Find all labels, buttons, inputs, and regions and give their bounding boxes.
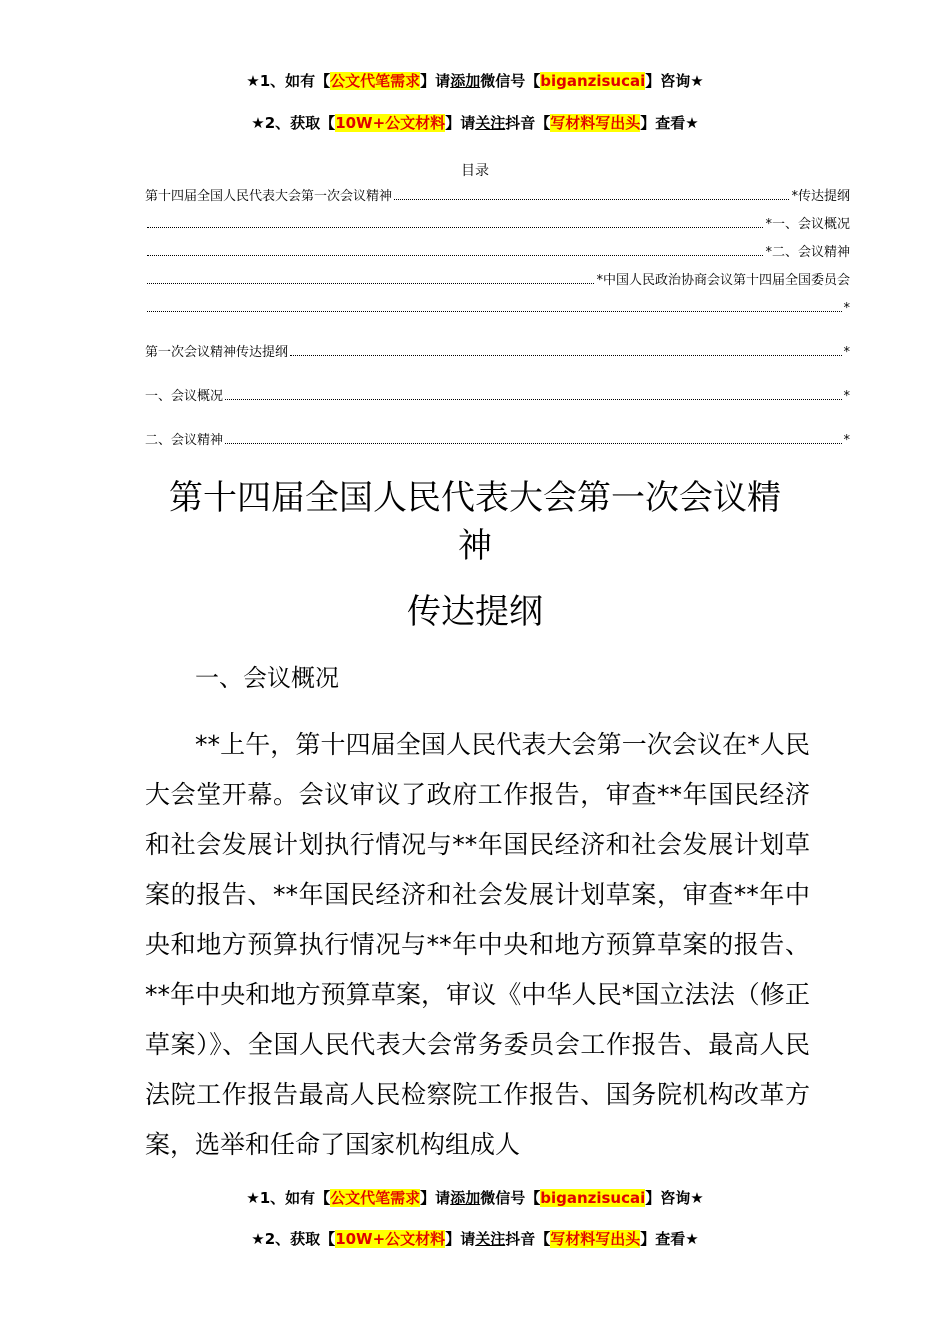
body-paragraph: **上午，第十四届全国人民代表大会第一次会议在*人民大会堂开幕。会议审议了政府工作报告，审查**年国民经济和社会发展计划执行情况与**年国民经济和社会发展计划草案的报告、**年国民经济和社会发展计划草案，审查**年中央和地方预算执行情况与**年中央和地方预算草案的报告、**年中央和地方预算草案，审议《中华人民*国立法法（修正草案）》、全国人民代表大会常务委员会工作报告、最高人民法院工作报告最高人民检察院工作报告、国务院机构改革方案，选举和任命了国家机构组成人 xyxy=(145,730,810,1159)
toc-entry-page: *传达提纲 xyxy=(791,189,850,204)
toc-entry[interactable] xyxy=(145,184,850,204)
toc-entry-label: 第十四届全国人民代表大会第一次会议精神 xyxy=(145,189,393,204)
promo-underline: 添加 xyxy=(450,72,481,90)
toc-entry[interactable] xyxy=(145,212,850,232)
promo-line-1-top xyxy=(0,70,950,91)
toc-leader xyxy=(147,283,594,284)
wechat-id-highlight: biganzisucai xyxy=(540,72,646,90)
promo-text: ★1、如有【 xyxy=(246,1189,331,1207)
toc-entry-page: *一、会议概况 xyxy=(765,217,850,232)
promo-text: 】请 xyxy=(420,72,451,90)
toc-entry[interactable] xyxy=(145,428,850,448)
promo-text: 】查看★ xyxy=(640,114,699,132)
promo-underline: 关注 xyxy=(475,114,506,132)
toc-leader xyxy=(394,199,789,200)
toc-leader xyxy=(147,311,842,312)
toc-title: 目录 xyxy=(461,163,489,179)
promo-text: ★1、如有【 xyxy=(246,72,331,90)
wechat-id-highlight: biganzisucai xyxy=(540,1189,646,1207)
promo-line-1-bottom xyxy=(0,1187,950,1208)
promo-highlight: 10W+公文材料 xyxy=(335,114,446,132)
promo-line-2-top xyxy=(0,112,950,133)
promo-highlight: 公文代笔需求 xyxy=(330,72,421,90)
promo-underline: 关注 xyxy=(475,1230,506,1248)
promo-underline: 添加 xyxy=(450,1189,481,1207)
toc-leader xyxy=(225,443,841,444)
promo-line-2-bottom xyxy=(0,1228,950,1249)
promo-highlight: 10W+公文材料 xyxy=(335,1230,446,1248)
douyin-id-highlight: 写材料写出头 xyxy=(550,114,641,132)
toc-entry[interactable] xyxy=(145,296,850,316)
section-heading: 一、会议概况 xyxy=(195,664,339,692)
promo-text: 】请 xyxy=(445,114,476,132)
promo-text: 抖音【 xyxy=(505,114,551,132)
promo-text: 微信号【 xyxy=(480,1189,541,1207)
toc-leader xyxy=(225,399,841,400)
document-title-line: 第十四届全国人民代表大会第一次会议精 xyxy=(169,478,781,518)
promo-text: ★2、获取【 xyxy=(251,114,336,132)
toc-entry[interactable] xyxy=(145,384,850,404)
toc-entry[interactable] xyxy=(145,240,850,260)
toc-entry-page: * xyxy=(843,433,850,448)
document-subtitle: 传达提纲 xyxy=(407,592,543,632)
toc-entry[interactable] xyxy=(145,340,850,360)
promo-highlight: 公文代笔需求 xyxy=(330,1189,421,1207)
toc-entry-page: *中国人民政治协商会议第十四届全国委员会 xyxy=(596,273,850,288)
douyin-id-highlight: 写材料写出头 xyxy=(550,1230,641,1248)
toc-entry-label: 一、会议概况 xyxy=(145,389,224,404)
toc-entry-page: * xyxy=(843,389,850,404)
toc-entry-label: 二、会议精神 xyxy=(145,433,224,448)
promo-text: ★2、获取【 xyxy=(251,1230,336,1248)
toc-leader xyxy=(290,355,841,356)
promo-text: 抖音【 xyxy=(505,1230,551,1248)
promo-text: 】咨询★ xyxy=(645,1189,704,1207)
promo-text: 】请 xyxy=(445,1230,476,1248)
toc-entry-page: *二、会议精神 xyxy=(765,245,850,260)
promo-text: 微信号【 xyxy=(480,72,541,90)
toc-entry[interactable] xyxy=(145,268,850,288)
toc-entry-page: * xyxy=(843,345,850,360)
document-title-line: 神 xyxy=(458,526,492,566)
promo-text: 】咨询★ xyxy=(645,72,704,90)
toc-leader xyxy=(147,227,763,228)
toc-entry-label: 第一次会议精神传达提纲 xyxy=(145,345,289,360)
toc-entry-page: * xyxy=(843,301,850,316)
toc-leader xyxy=(147,255,763,256)
promo-text: 】请 xyxy=(420,1189,451,1207)
promo-text: 】查看★ xyxy=(640,1230,699,1248)
